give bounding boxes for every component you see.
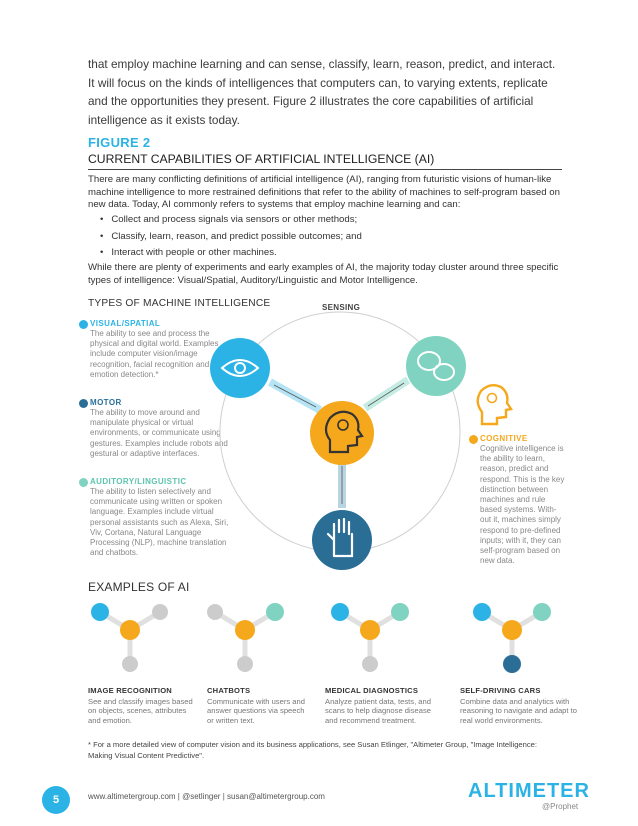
self-driving-cars-icon xyxy=(473,603,551,673)
sensing-label: SENSING xyxy=(322,303,361,312)
figure-description-2: While there are plenty of experiments and early examples of AI, the majority today cluster around three specific types of intelligence: Visual/Spatial, Auditory/Linguistic and Motor Intelligence. xyxy=(88,262,559,286)
figure-description: There are many conflicting definitions of artificial intelligence (AI), ranging from futuristic visions of human-like machine intelligence to more restrained definitions that refer to the ability of machines to self-program based on new data. Today, AI commonly refers to systems that employ machine learning and can: xyxy=(88,174,560,211)
type-name: COGNITIVE xyxy=(480,434,528,443)
hand-icon xyxy=(312,510,372,570)
list-item: • Interact with people or other machines. xyxy=(100,245,362,262)
example-desc: See and classify images based on objects, scenes, attributes and emotion. xyxy=(88,697,193,725)
page-number: 5 xyxy=(42,786,70,814)
example-title: SELF-DRIVING CARS xyxy=(460,686,541,695)
chatbots-icon xyxy=(207,603,284,672)
list-item: • Classify, learn, reason, and predict possible outcomes; and xyxy=(100,229,362,246)
medical-diagnostics-icon xyxy=(331,603,409,672)
eye-icon xyxy=(210,338,270,398)
example-title: MEDICAL DIAGNOSTICS xyxy=(325,686,419,695)
example-desc: Communicate with users and answer questions via speech or written text. xyxy=(207,697,305,725)
type-desc: The ability to listen selectively and communicate using written or spoken language. Examples include virtual personal assistants such as Alexa, Siri, Viv, Cortana, Natural Language Processing (NLP), machine translation and chatbots. xyxy=(90,487,229,558)
example-image-recognition xyxy=(88,686,198,725)
cognitive-head-icon xyxy=(478,385,511,424)
type-desc: The ability to move around and manipulate physical or virtual environments, or communicate using gestures. Examples include robots and gestural or adaptive interfaces. xyxy=(90,408,228,458)
example-chatbots xyxy=(207,686,312,725)
connector-auditory xyxy=(365,380,408,408)
type-desc: Cognitive intelligence is the ability to learn, reason, predict and respond. This is the key distinction between machines and rule based systems. With-out it, machines simply respond to pre-defined inputs; with it, they can self-program based on new data. xyxy=(480,444,565,566)
example-self-driving-cars xyxy=(460,686,585,725)
list-item: • Collect and process signals via sensors or other methods; xyxy=(100,212,362,229)
example-title: CHATBOTS xyxy=(207,686,251,695)
intro-paragraph: that employ machine learning and can sense, classify, learn, reason, predict, and interact. It will focus on the kinds of intelligences that computers can, to varying extents, replicate and the opportunities they present. Figure 2 illustrates the core capabilities of artificial intelligence as it exists today. xyxy=(88,57,556,127)
type-desc: The ability to see and process the physical and digital world. Examples include computer vision/image recognition, facial recognition and emotion detection.* xyxy=(90,329,219,379)
footnote: * For a more detailed view of computer vision and its business applications, see Susan Etlinger, "Altimeter Group, "Image Intelligence: Making Visual Content Predictive". xyxy=(88,740,538,760)
type-name: AUDITORY/LINGUISTIC xyxy=(90,477,187,486)
image-recognition-icon xyxy=(91,603,168,672)
type-name: VISUAL/SPATIAL xyxy=(90,319,161,328)
altimeter-logo: ALTIMETER xyxy=(468,780,590,802)
prophet-tagline: @Prophet xyxy=(542,802,579,811)
chat-bubbles-icon xyxy=(406,336,466,396)
types-title: TYPES OF MACHINE INTELLIGENCE xyxy=(88,298,271,309)
type-name: MOTOR xyxy=(90,398,122,407)
example-desc: Combine data and analytics with reasoning to navigate and adapt to real world environments. xyxy=(460,697,577,725)
examples-title: EXAMPLES OF AI xyxy=(88,580,190,594)
figure-label: FIGURE 2 xyxy=(88,135,151,150)
brain-head-icon xyxy=(310,401,374,465)
figure-title: CURRENT CAPABILITIES OF ARTIFICIAL INTELLIGENCE (AI) xyxy=(88,152,435,166)
connector-visual xyxy=(270,382,320,410)
example-title: IMAGE RECOGNITION xyxy=(88,686,172,695)
footer-links[interactable]: www.altimetergroup.com | @setlinger | susan@altimetergroup.com xyxy=(88,792,325,801)
example-medical-diagnostics xyxy=(325,686,445,725)
example-desc: Analyze patient data, tests, and scans to help diagnose disease and recommend treatment. xyxy=(325,697,431,725)
